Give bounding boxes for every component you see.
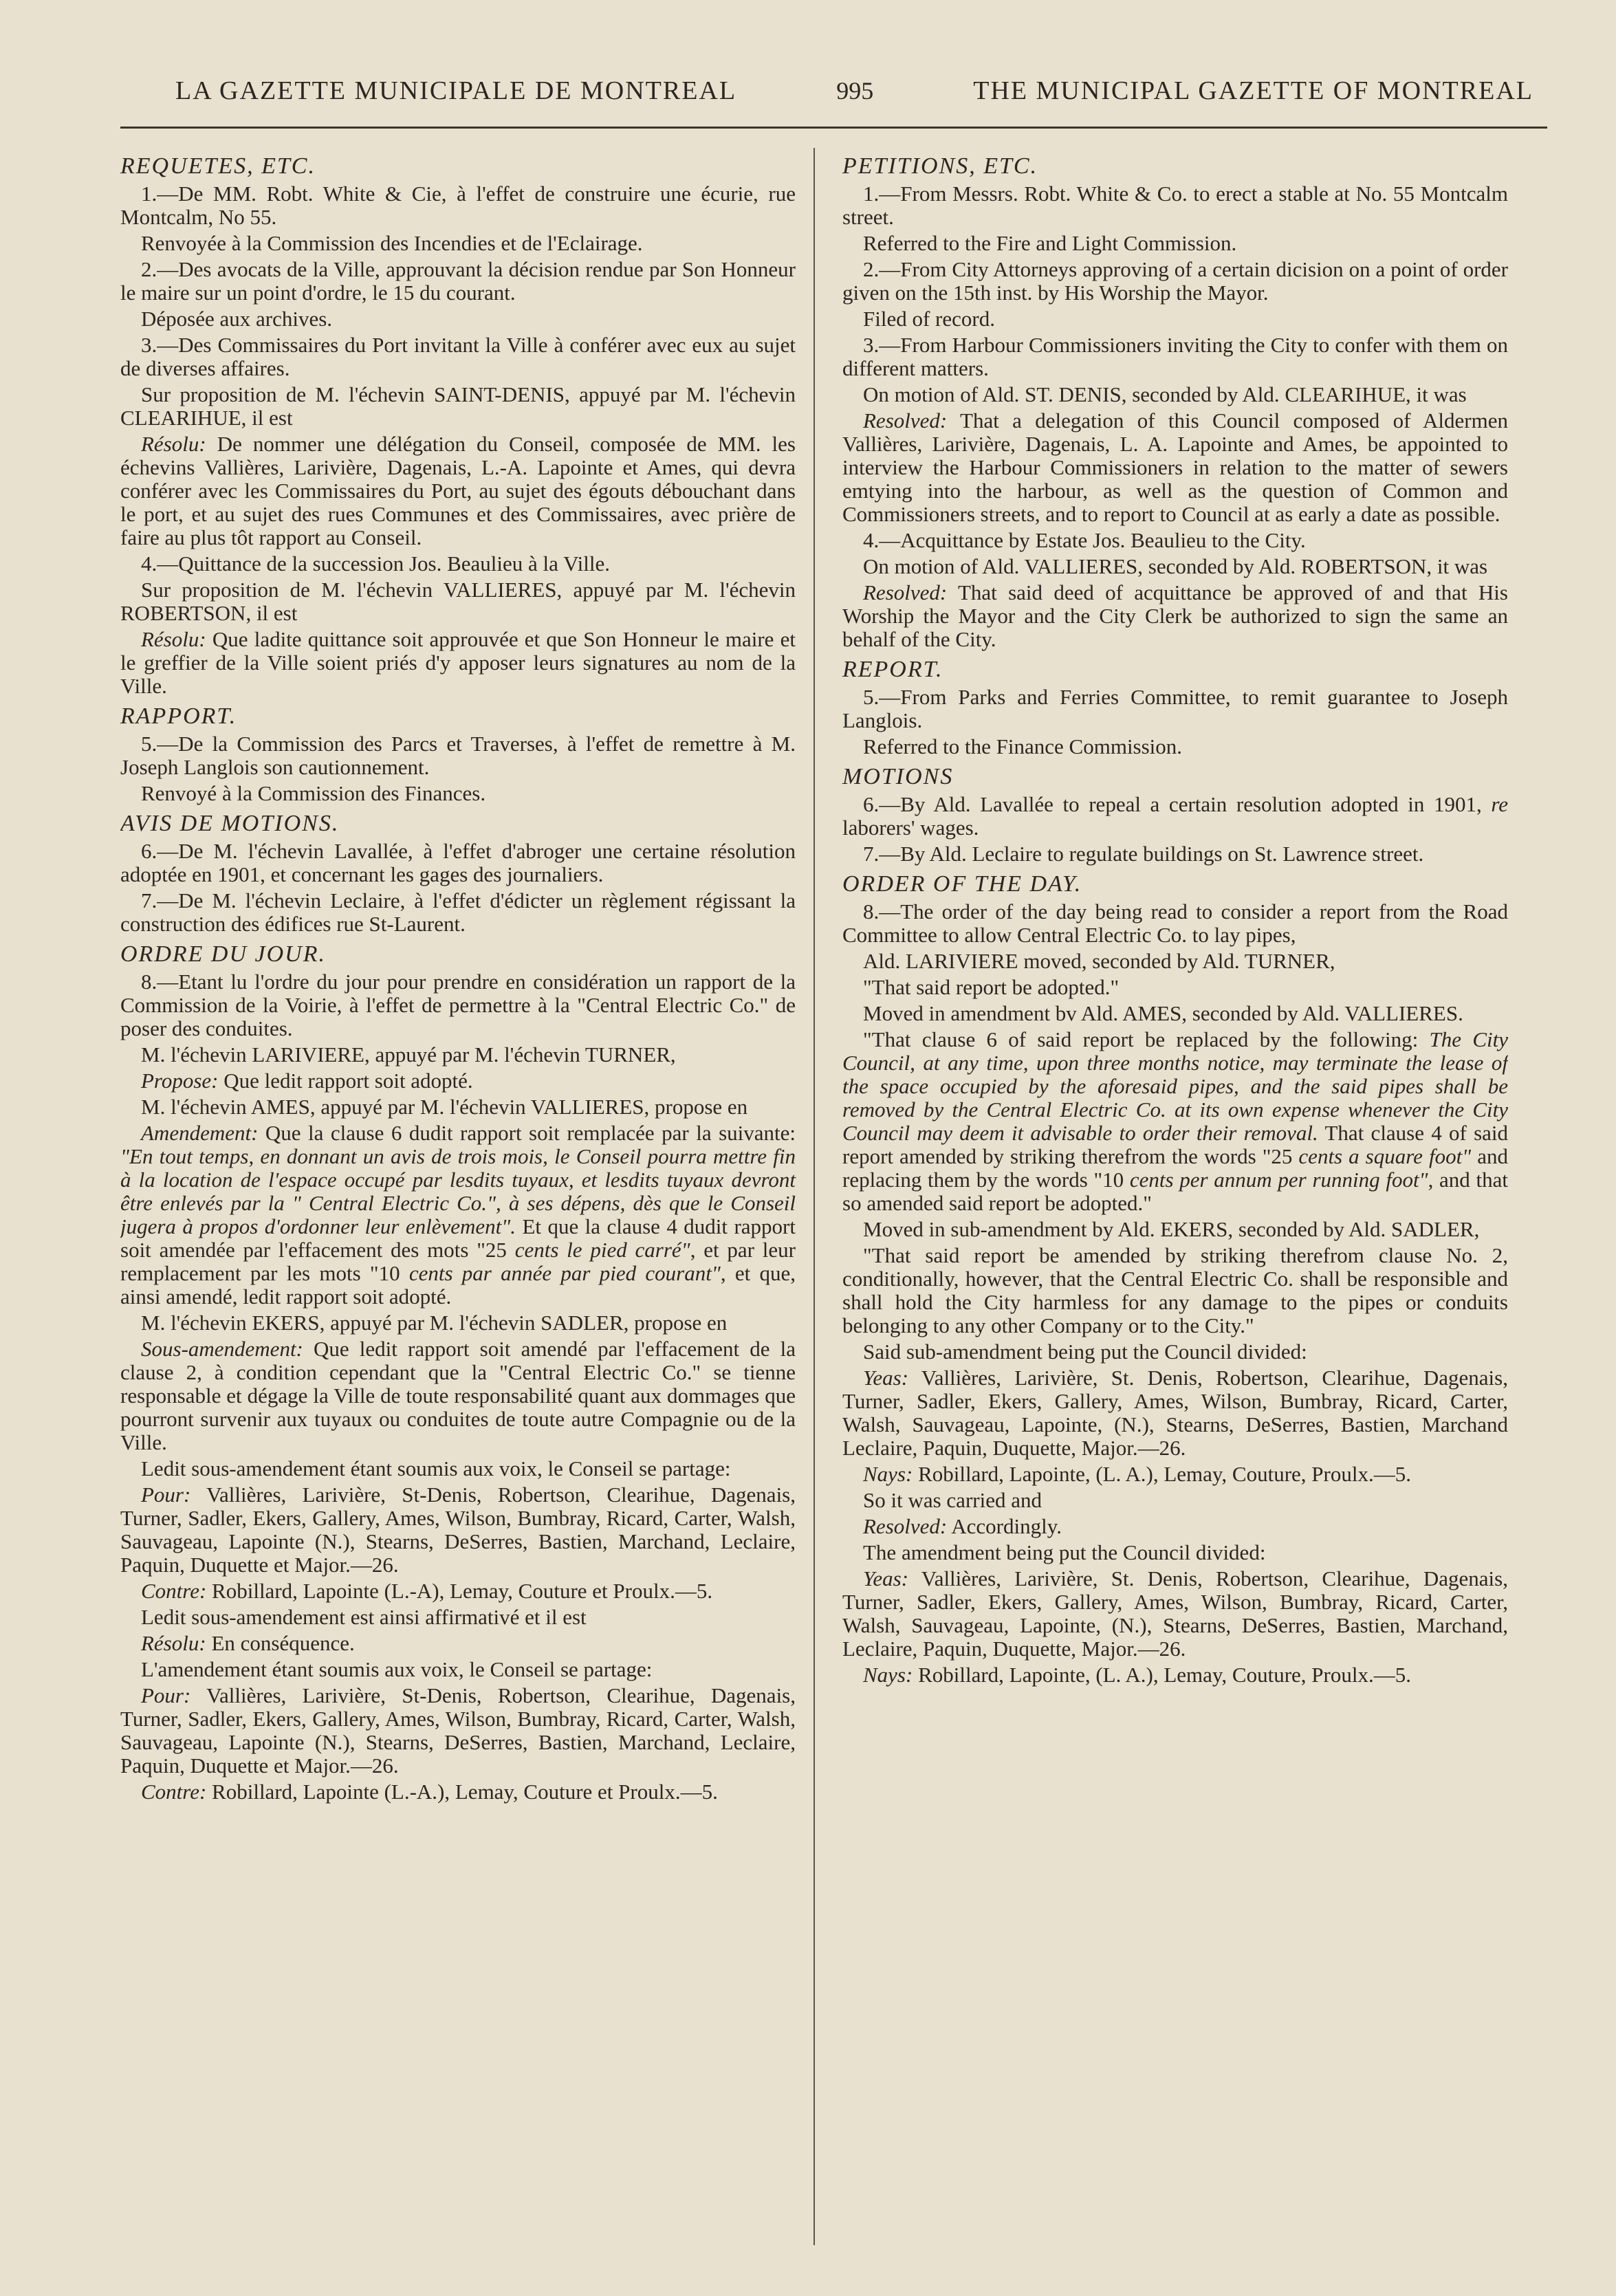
french-column <box>120 148 808 2245</box>
vote-against <box>120 1579 796 1603</box>
paragraph: 8.—Etant lu l'ordre du jour pour prendre en considération un rapport de la Commission de la Voirie, à l'effet de permettre à la "Central Electric Co." de poser des conduites. <box>120 970 796 1040</box>
paragraph: 5.—From Parks and Ferries Committee, to remit guarantee to Joseph Langlois. <box>842 685 1508 732</box>
english-column <box>820 148 1508 2245</box>
vote-label: Nays: <box>863 1663 913 1687</box>
amendment-label: Amendement: <box>141 1121 259 1145</box>
section-heading-report: REPORT. <box>842 657 943 682</box>
paragraph <box>120 1122 796 1309</box>
vote-names: Vallières, Larivière, St-Denis, Robertson, Clearihue, Dagenais, Turner, Sadler, Ekers, Gallery, Ames, Wilson, Bumbray, Ricard, Carter, Walsh, Sauvageau, Lapointe (N.), Stearns, DeSerres, Bastien, Marchand, Leclaire, Paquin, Duquette et Major.—26. <box>120 1683 796 1778</box>
paragraph: 7.—De M. l'échevin Leclaire, à l'effet d'édicter un règlement régissant la construction des édifices rue St-Laurent. <box>120 888 796 936</box>
amendment-quote: "En tout temps, en donnant un avis de trois mois, le Conseil pourra mettre fin à la location de l'espace occupé par lesdits tuyaux, et lesdits tuyaux devront être enlevés par la " Central Electric Co.", à ses dépens, dès que le Conseil jugera à propos d'ordonner leur enlèvement". <box>120 1144 796 1238</box>
header-french-title: LA GAZETTE MUNICIPALE DE MONTREAL <box>175 76 737 105</box>
resolution-text: Accordingly. <box>947 1514 1062 1538</box>
vote-names: Robillard, Lapointe (L.-A.), Lemay, Couture et Proulx.—5. <box>206 1780 718 1804</box>
resolution-text: De nommer une délégation du Conseil, composée de MM. les échevins Vallières, Larivière, Dagenais, L.-A. Lapointe et Ames, qui devra conférer avec les Commissaires du Port, au sujet des égouts débouchant dans le port, et au sujet des rues Communes et des Commissaires, avec prière de faire au plus tôt rapport au Conseil. <box>120 432 796 549</box>
vote-label: Nays: <box>863 1462 913 1486</box>
resolution-label: Resolved: <box>863 1514 948 1538</box>
vote-label: Pour: <box>141 1483 191 1507</box>
amendment-text: Que la clause 6 dudit rapport soit remplacée par la suivante: <box>258 1121 796 1145</box>
vote-names: Vallières, Larivière, St-Denis, Robertson, Clearihue, Dagenais, Turner, Sadler, Ekers, Gallery, Ames, Wilson, Bumbray, Ricard, Carter, Walsh, Sauvageau, Lapointe (N.), Stearns, DeSerres, Bastien, Marchand, Leclaire, Paquin, Duquette et Major.—26. <box>120 1483 796 1577</box>
vote-nays <box>842 1663 1508 1687</box>
paragraph: 1.—De MM. Robt. White & Cie, à l'effet de construire une écurie, rue Montcalm, No 55. <box>120 182 796 229</box>
page-number: 995 <box>836 77 874 105</box>
motion-label: Propose: <box>141 1069 219 1093</box>
motion-text: 6.—By Ald. Lavallée to repeal a certain resolution adopted in 1901, <box>863 792 1492 816</box>
paragraph: On motion of Ald. ST. DENIS, seconded by Ald. CLEARIHUE, it was <box>863 382 1467 406</box>
vote-against <box>120 1780 796 1804</box>
two-column-body <box>120 148 1547 2245</box>
paragraph: 1.—From Messrs. Robt. White & Co. to erect a stable at No. 55 Montcalm street. <box>842 182 1508 229</box>
paragraph: 3.—Des Commissaires du Port invitant la Ville à conférer avec eux au sujet de diverses affaires. <box>120 333 796 380</box>
column-divider <box>814 148 815 2245</box>
paragraph: "That said report be adopted." <box>863 975 1120 999</box>
amendment-quote: cents par année par pied courant" <box>408 1261 721 1285</box>
paragraph <box>842 409 1508 526</box>
paragraph: Filed of record. <box>863 307 995 331</box>
sub-amendment-text: Que ledit rapport soit amendé par l'effacement de la clause 2, à condition cependant que la "Central Electric Co." se tienne responsable et dégage la Ville de toute responsabilité quant aux dommages que pourront survenir aux tuyaux ou conduites de toute autre Compagnie ou de la Ville. <box>120 1337 796 1454</box>
paragraph: 3.—From Harbour Commissioners inviting the City to confer with them on different matters. <box>842 333 1508 380</box>
resolution-label: Resolved: <box>863 408 948 433</box>
section-heading-motions: MOTIONS <box>842 764 954 789</box>
paragraph: "That said report be amended by striking therefrom clause No. 2, conditionally, however, that the Central Electric Co. shall be responsible and shall hold the City harmless for any damage to the pipes or conduits belonging to any other Company or to the City." <box>842 1243 1508 1337</box>
paragraph: L'amendement étant soumis aux voix, le Conseil se partage: <box>141 1657 653 1681</box>
paragraph: So it was carried and <box>863 1488 1042 1512</box>
paragraph <box>120 1632 796 1655</box>
motion-text: Que ledit rapport soit adopté. <box>218 1069 473 1093</box>
amendment-text: , et que, ainsi amendé, ledit rapport soit adopté. <box>120 1261 796 1309</box>
paragraph: Moved in amendment bv Ald. AMES, seconded by Ald. VALLIERES. <box>863 1001 1463 1025</box>
paragraph: Referred to the Fire and Light Commission. <box>863 231 1237 255</box>
paragraph: Sur proposition de M. l'échevin VALLIERES, appuyé par M. l'échevin ROBERTSON, il est <box>120 578 796 625</box>
vote-yeas <box>842 1567 1508 1661</box>
paragraph: M. l'échevin LARIVIERE, appuyé par M. l'échevin TURNER, <box>141 1042 676 1067</box>
vote-label: Yeas: <box>863 1366 909 1390</box>
vote-nays <box>842 1463 1508 1486</box>
paragraph <box>120 1069 796 1093</box>
vote-label: Yeas: <box>863 1566 909 1590</box>
section-heading-avis: AVIS DE MOTIONS. <box>120 811 340 836</box>
amendment-text: , et par leur remplacement par les mots "10 <box>120 1238 796 1285</box>
amendment-text: Et que la clause 4 dudit rapport soit amendée par l'effacement des mots "25 <box>120 1214 796 1262</box>
motion-text: laborers' wages. <box>842 816 979 840</box>
vote-label: Contre: <box>141 1579 207 1603</box>
paragraph: Renvoyée à la Commission des Incendies et de l'Eclairage. <box>141 231 643 255</box>
paragraph: 6.—De M. l'échevin Lavallée, à l'effet d'abroger une certaine résolution adoptée en 1901, et concernant les gages des journaliers. <box>120 839 796 886</box>
vote-names: Vallières, Larivière, St. Denis, Robertson, Clearihue, Dagenais, Turner, Sadler, Ekers, Gallery, Ames, Wilson, Bumbray, Ricard, Carter, Walsh, Sauvageau, Lapointe, (N.), Stearns, DeSerres, Bastien, Marchand, Leclaire, Paquin, Duquette, Major.—26. <box>842 1566 1508 1661</box>
resolution-label: Résolu: <box>141 627 206 651</box>
paragraph: Referred to the Finance Commission. <box>863 734 1183 758</box>
vote-label: Pour: <box>141 1683 191 1707</box>
paragraph: 4.—Acquittance by Estate Jos. Beaulieu to the City. <box>863 528 1306 552</box>
vote-names: Robillard, Lapointe, (L. A.), Lemay, Couture, Proulx.—5. <box>913 1462 1411 1486</box>
header-english-title: THE MUNICIPAL GAZETTE OF MONTREAL <box>973 76 1533 105</box>
paragraph: Déposée aux archives. <box>141 307 333 331</box>
paragraph: Ald. LARIVIERE moved, seconded by Ald. TURNER, <box>863 949 1335 973</box>
paragraph: Moved in sub-amendment by Ald. EKERS, seconded by Ald. SADLER, <box>863 1217 1480 1241</box>
page-header <box>120 76 1547 129</box>
paragraph <box>842 1028 1508 1215</box>
paragraph: Said sub-amendment being put the Council divided: <box>863 1340 1307 1364</box>
paragraph: 7.—By Ald. Leclaire to regulate buildings on St. Lawrence street. <box>863 842 1424 866</box>
vote-label: Contre: <box>141 1780 207 1804</box>
vote-yeas <box>842 1366 1508 1460</box>
paragraph: M. l'échevin AMES, appuyé par M. l'échevin VALLIERES, propose en <box>141 1095 748 1119</box>
section-heading-order: ORDER OF THE DAY. <box>842 871 1082 897</box>
resolution-text: En conséquence. <box>206 1631 355 1655</box>
paragraph <box>842 1515 1508 1538</box>
vote-names: Robillard, Lapointe (L.-A), Lemay, Couture et Proulx.—5. <box>206 1579 713 1603</box>
resolution-label: Résolu: <box>141 432 206 456</box>
vote-names: Robillard, Lapointe, (L. A.), Lemay, Couture, Proulx.—5. <box>913 1663 1411 1687</box>
paragraph: Ledit sous-amendement est ainsi affirmativé et il est <box>141 1605 587 1629</box>
resolution-label: Resolved: <box>863 580 948 604</box>
paragraph: 8.—The order of the day being read to consider a report from the Road Committee to allow Central Electric Co. to lay pipes, <box>842 899 1508 947</box>
paragraph: 2.—From City Attorneys approving of a certain dicision on a point of order given on the 15th inst. by His Worship the Mayor. <box>842 257 1508 305</box>
section-heading-ordre: ORDRE DU JOUR. <box>120 941 326 967</box>
amendment-text: and replacing them by the words "10 <box>842 1144 1508 1192</box>
resolution-label: Résolu: <box>141 1631 206 1655</box>
motion-text-italic: re <box>1491 792 1508 816</box>
paragraph: M. l'échevin EKERS, appuyé par M. l'échevin SADLER, propose en <box>141 1311 728 1335</box>
paragraph <box>842 581 1508 651</box>
sub-amendment-label: Sous-amendement: <box>141 1337 303 1361</box>
amendment-quote: cents per annum per running foot" <box>1129 1168 1428 1192</box>
paragraph: Ledit sous-amendement étant soumis aux voix, le Conseil se partage: <box>141 1456 731 1480</box>
paragraph <box>120 1337 796 1454</box>
paragraph: 2.—Des avocats de la Ville, approuvant la décision rendue par Son Honneur le maire sur un point d'ordre, le 15 du courant. <box>120 257 796 305</box>
section-heading-requetes: REQUETES, ETC. <box>120 153 316 179</box>
vote-names: Vallières, Larivière, St. Denis, Robertson, Clearihue, Dagenais, Turner, Sadler, Ekers, Gallery, Ames, Wilson, Bumbray, Ricard, Carter, Walsh, Sauvageau, Lapointe, (N.), Stearns, DeSerres, Bastien, Marchand Leclaire, Paquin, Duquette, Major.—26. <box>842 1366 1508 1460</box>
amendment-text: That clause 4 of said report amended by striking therefrom the words "25 <box>842 1121 1508 1168</box>
resolution-text: That a delegation of this Council composed of Aldermen Vallières, Larivière, Dagenais, L. A. Lapointe and Ames, be appointed to interview the Harbour Commissioners in relation to the matter of sewers emtying into the harbour, as well as the question of Common and Commissioners streets, and to report to Council at as early a date as possible. <box>842 408 1508 526</box>
paragraph <box>120 628 796 698</box>
section-heading-petitions: PETITIONS, ETC. <box>842 153 1038 179</box>
paragraph: 5.—De la Commission des Parcs et Traverses, à l'effet de remettre à M. Joseph Langlois son cautionnement. <box>120 732 796 779</box>
resolution-text: Que ladite quittance soit approuvée et que Son Honneur le maire et le greffier de la Ville soient priés d'y apposer leurs signatures au nom de la Ville. <box>120 627 796 698</box>
vote-for <box>120 1483 796 1577</box>
paragraph: Sur proposition de M. l'échevin SAINT-DENIS, appuyé par M. l'échevin CLEARIHUE, il est <box>120 382 796 430</box>
amendment-quote: cents a square foot" <box>1298 1144 1472 1168</box>
amendment-text: , and that so amended said report be adopted." <box>842 1168 1508 1215</box>
paragraph: 4.—Quittance de la succession Jos. Beaulieu à la Ville. <box>141 551 610 576</box>
amendment-quote: The City Council, at any time, upon three months notice, may terminate the lease of the space occupied by the aforesaid pipes, and the said pipes shall be removed by the Central Electric Co. at its own expense whenever the City Council may deem it advisable to order their removal. <box>842 1027 1508 1145</box>
vote-for <box>120 1684 796 1778</box>
paragraph: The amendment being put the Council divided: <box>863 1540 1266 1564</box>
amendment-quote: cents le pied carré" <box>514 1238 690 1262</box>
section-heading-rapport: RAPPORT. <box>120 703 237 729</box>
amendment-text: "That clause 6 of said report be replaced by the following: <box>863 1027 1430 1051</box>
paragraph: On motion of Ald. VALLIERES, seconded by Ald. ROBERTSON, it was <box>863 554 1488 578</box>
paragraph <box>120 433 796 549</box>
resolution-text: That said deed of acquittance be approved of and that His Worship the Mayor and the City Clerk be authorized to sign the same an behalf of the City. <box>842 580 1508 651</box>
paragraph <box>842 793 1508 840</box>
paragraph: Renvoyé à la Commission des Finances. <box>141 781 486 805</box>
